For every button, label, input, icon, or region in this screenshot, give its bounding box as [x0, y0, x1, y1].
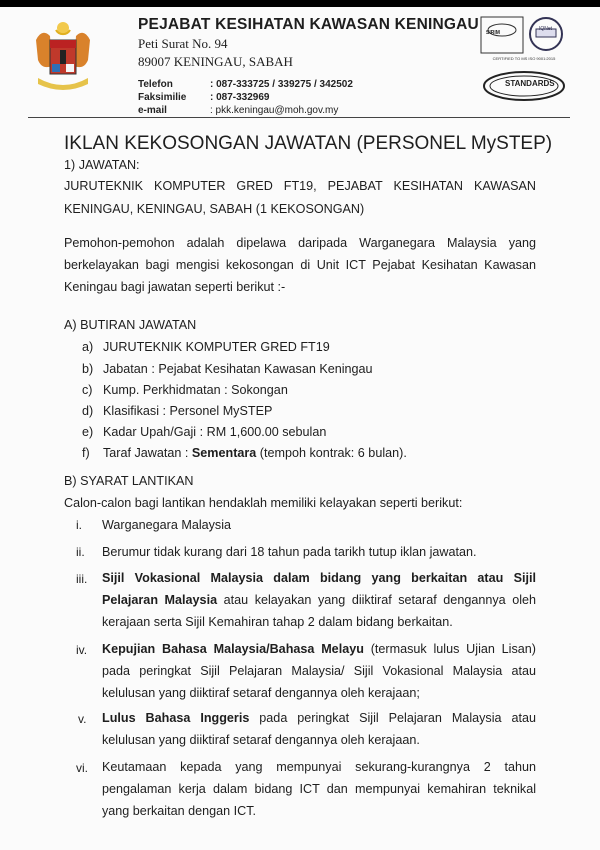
syarat-item [102, 707, 536, 751]
item-bold: Sijil Vokasional Malaysia dalam bidang yang berkaitan atau Sijil Pelajaran Malaysia [102, 571, 536, 607]
butiran-marker: c) [82, 383, 93, 397]
item-text: (termasuk lulus Ujian Lisan) pada peringkat Sijil Pelajaran Malaysia/ Sijil Vokasional Malaysia atau kelulusan yang diiktiraf setaraf dengannya oleh kerajaan; [102, 642, 536, 700]
contact-label-email: e-mail [138, 105, 167, 116]
letterhead-divider [28, 117, 570, 118]
contact-value-email: : pkk.keningau@moh.gov.my [210, 105, 339, 116]
address-line-2: 89007 KENINGAU, SABAH [138, 54, 293, 69]
butiran-item: JURUTEKNIK KOMPUTER GRED FT19 [103, 340, 330, 354]
contact-label-phone: Telefon [138, 79, 173, 90]
syarat-item: Keutamaan kepada yang mempunyai sekurang-kurangnya 2 tahun pengalaman kerja dalam bidang ICT dan mempunyai kemahiran teknikal yang berkaitan dengan ICT. [102, 760, 536, 818]
section-1-heading: 1) JAWATAN: [64, 158, 140, 172]
item-bold: Lulus Bahasa Inggeris [102, 711, 250, 725]
syarat-marker: v. [78, 712, 87, 726]
butiran-marker: f) [82, 446, 90, 460]
position-line-2: KENINGAU, KENINGAU, SABAH (1 KEKOSONGAN) [64, 202, 365, 216]
syarat-item [102, 567, 536, 633]
standards-label: STANDARDS [505, 79, 555, 88]
sirim-label: SIRIM [486, 30, 500, 36]
item-suffix: (tempoh kontrak: 6 bulan). [256, 446, 407, 460]
butiran-marker: b) [82, 362, 94, 376]
contact-label-fax: Faksimilie [138, 92, 187, 103]
syarat-item: Berumur tidak kurang dari 18 tahun pada tarikh tutup iklan jawatan. [102, 545, 477, 559]
syarat-item: Warganegara Malaysia [102, 518, 232, 532]
item-text: atau kelayakan yang diiktiraf setaraf dengannya oleh kerajaan serta Sijil Kemahiran tahap 2 dalam bidang berkaitan. [102, 593, 536, 629]
butiran-heading: A) BUTIRAN JAWATAN [64, 318, 197, 332]
address-line-1: Peti Surat No. 94 [138, 36, 228, 51]
contact-value-phone: : 087-333725 / 339275 / 342502 [210, 79, 353, 90]
certification-text: CERTIFIED TO MS ISO 9001:2015 [492, 56, 556, 61]
iqnet-label: IQNet [539, 26, 553, 32]
item-bold: Kepujian Bahasa Malaysia/Bahasa Melayu [102, 642, 364, 656]
syarat-marker: vi. [76, 761, 88, 775]
syarat-marker: i. [76, 518, 82, 532]
coat-of-arms-logo [32, 18, 94, 92]
item-prefix: Taraf Jawatan : [103, 446, 192, 460]
syarat-intro: Calon-calon bagi lantikan hendaklah memiliki kelayakan seperti berikut: [64, 496, 463, 510]
item-text: pada peringkat Sijil Pelajaran Malaysia atau kelulusan yang diiktiraf setaraf dengannya oleh kerajaan. [102, 711, 536, 747]
syarat-marker: iv. [76, 643, 88, 657]
intro-paragraph: Pemohon-pemohon adalah dipelawa daripada Warganegara Malaysia yang berkelayakan bagi mengisi kekosongan di Unit ICT Pejabat Kesihatan Kawasan Keningau bagi jawatan seperti berikut :- [64, 236, 536, 294]
syarat-marker: ii. [76, 545, 85, 559]
contact-value-fax: : 087-332969 [210, 92, 270, 103]
butiran-item: Kadar Upah/Gaji : RM 1,600.00 sebulan [103, 425, 327, 439]
butiran-item: Jabatan : Pejabat Kesihatan Kawasan Keningau [103, 362, 373, 376]
syarat-item [102, 638, 536, 704]
butiran-item: Kump. Perkhidmatan : Sokongan [103, 383, 288, 397]
syarat-marker: iii. [76, 572, 88, 586]
butiran-marker: a) [82, 340, 94, 354]
butiran-item [103, 446, 407, 460]
butiran-marker: d) [82, 404, 94, 418]
organization-name: PEJABAT KESIHATAN KAWASAN KENINGAU [138, 16, 479, 33]
syarat-heading: B) SYARAT LANTIKAN [64, 474, 194, 488]
top-bar [0, 0, 600, 7]
butiran-marker: e) [82, 425, 94, 439]
page-title: IKLAN KEKOSONGAN JAWATAN (PERSONEL MySTEP) [64, 133, 553, 154]
butiran-item: Klasifikasi : Personel MySTEP [103, 404, 273, 418]
item-bold: Sementara [191, 446, 257, 460]
position-line-1: JURUTEKNIK KOMPUTER GRED FT19, PEJABAT KESIHATAN KAWASAN [64, 179, 536, 193]
